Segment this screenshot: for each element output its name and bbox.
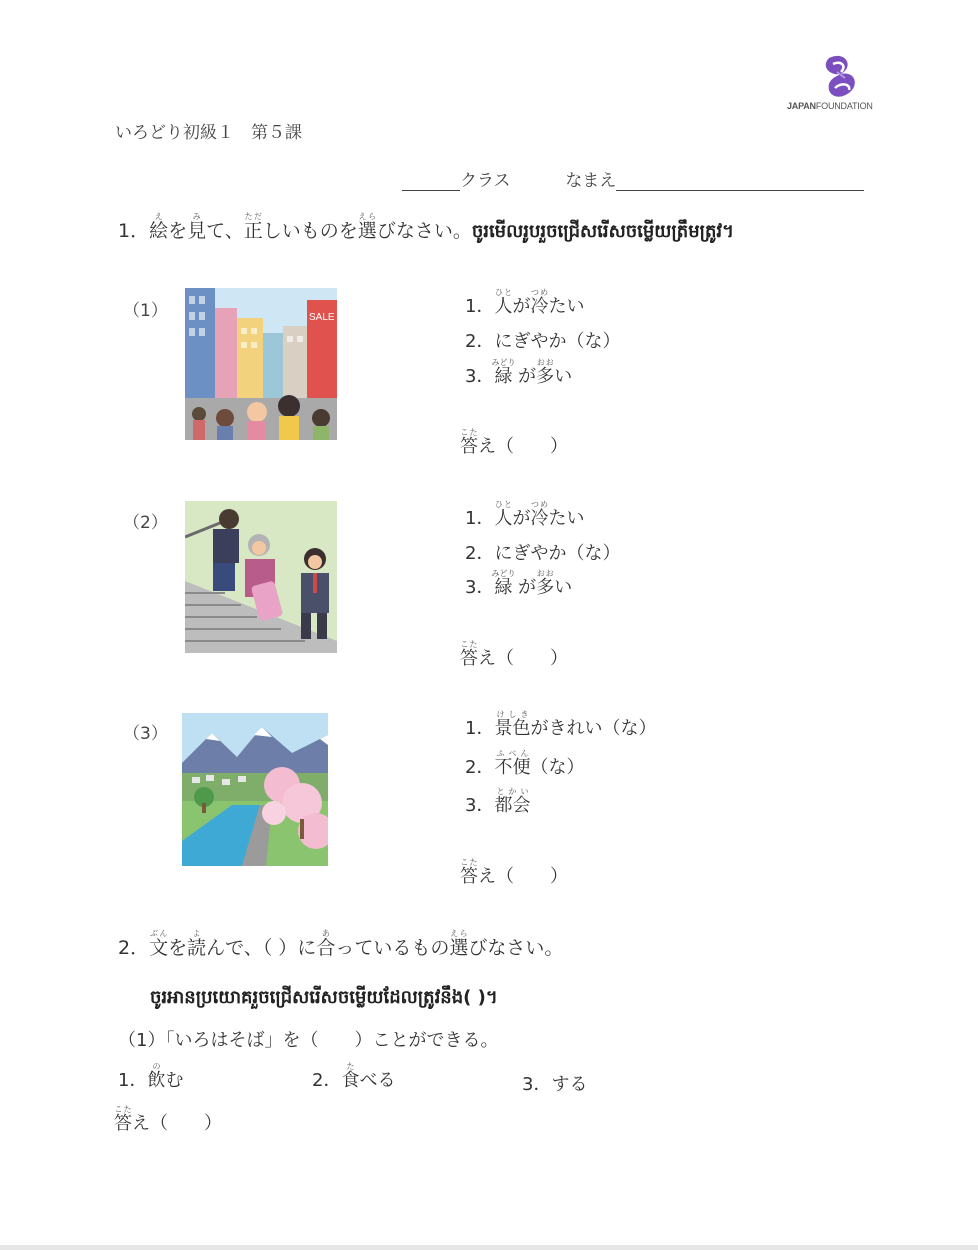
logo-wordmark-bold: JAPAN	[787, 101, 816, 111]
section2-answer[interactable]: 答こたえ（ ）	[114, 1105, 222, 1134]
furigana-word: 見み	[187, 212, 207, 242]
question-1-option-1[interactable]: 1．人ひとが冷つめたい	[465, 288, 585, 317]
section2-choice-2[interactable]: 2．食たべる	[312, 1062, 396, 1091]
section2-choice-3[interactable]: 3．する	[522, 1074, 588, 1095]
section1-instruction-khmer: ចូរមើលរូបរួចជ្រើសរើសចម្លើយត្រឹមត្រូវ។	[471, 221, 735, 242]
question-2-label: （2）	[123, 513, 168, 533]
svg-text:SALE: SALE	[309, 312, 335, 323]
question-2-option-1[interactable]: 1．人ひとが冷つめたい	[465, 500, 585, 529]
name-blank[interactable]	[616, 172, 864, 191]
section1-instruction: 1．絵えを見みて、正ただしいものを選えらびなさい。ចូរមើលរូបរួចជ្រើសរើសចម្លើយត្រឹមត្រូវ។	[118, 212, 735, 242]
furigana-word: 選えら	[357, 212, 377, 242]
name-label: なまえ	[565, 171, 617, 191]
section2-question-1: （1）「いろはそば」を（ ）ことができる。	[118, 1030, 499, 1051]
japan-foundation-logo	[785, 52, 873, 114]
furigana-word: 絵え	[149, 212, 169, 242]
class-blank[interactable]	[402, 172, 460, 191]
butterfly-logo-icon	[815, 52, 865, 102]
station-stairs-illustration	[185, 501, 337, 653]
question-3-option-2[interactable]: 2．不便ふべん（な）	[465, 749, 585, 778]
question-3-option-1[interactable]: 1．景色けしきがきれい（な）	[465, 710, 657, 739]
question-3-label: （3）	[123, 724, 168, 744]
logo-wordmark	[787, 101, 873, 111]
question-2-option-2[interactable]: 2．にぎやか（な）	[465, 543, 621, 564]
section2-instruction-khmer: ចូរអានប្រយោគរួចជ្រើសរើសចម្លើយដែលត្រូវនឹង( )។	[150, 987, 498, 1008]
question-3-option-3[interactable]: 3．都会とかい	[465, 787, 531, 816]
logo-wordmark-light: FOUNDATION	[815, 101, 873, 111]
section2-choice-1[interactable]: 1．飲のむ	[118, 1062, 184, 1091]
question-1-label: （1）	[123, 301, 168, 321]
question-1-option-3[interactable]: 3．緑みどり が多おおい	[465, 358, 573, 387]
class-name-line	[402, 166, 864, 191]
question-3-answer[interactable]: 答こたえ（ ）	[460, 858, 568, 887]
furigana-word: 正ただ	[243, 212, 263, 242]
question-2-answer[interactable]: 答こたえ（ ）	[460, 640, 568, 669]
mountain-river-illustration	[182, 713, 328, 866]
question-1-answer[interactable]: 答こたえ（ ）	[460, 428, 568, 457]
question-2-option-3[interactable]: 3．緑みどり が多おおい	[465, 569, 573, 598]
page-bottom-edge	[0, 1245, 978, 1250]
section1-number: 1．	[118, 220, 150, 242]
section2-instruction: 2．文ぶんを読よんで、（ ）に合あっているもの選えらびなさい。	[118, 929, 564, 959]
question-1-option-2[interactable]: 2．にぎやか（な）	[465, 331, 621, 352]
class-label: クラス	[460, 171, 511, 191]
lesson-title: いろどり初級１ 第５課	[115, 123, 302, 143]
city-street-illustration	[185, 288, 337, 440]
